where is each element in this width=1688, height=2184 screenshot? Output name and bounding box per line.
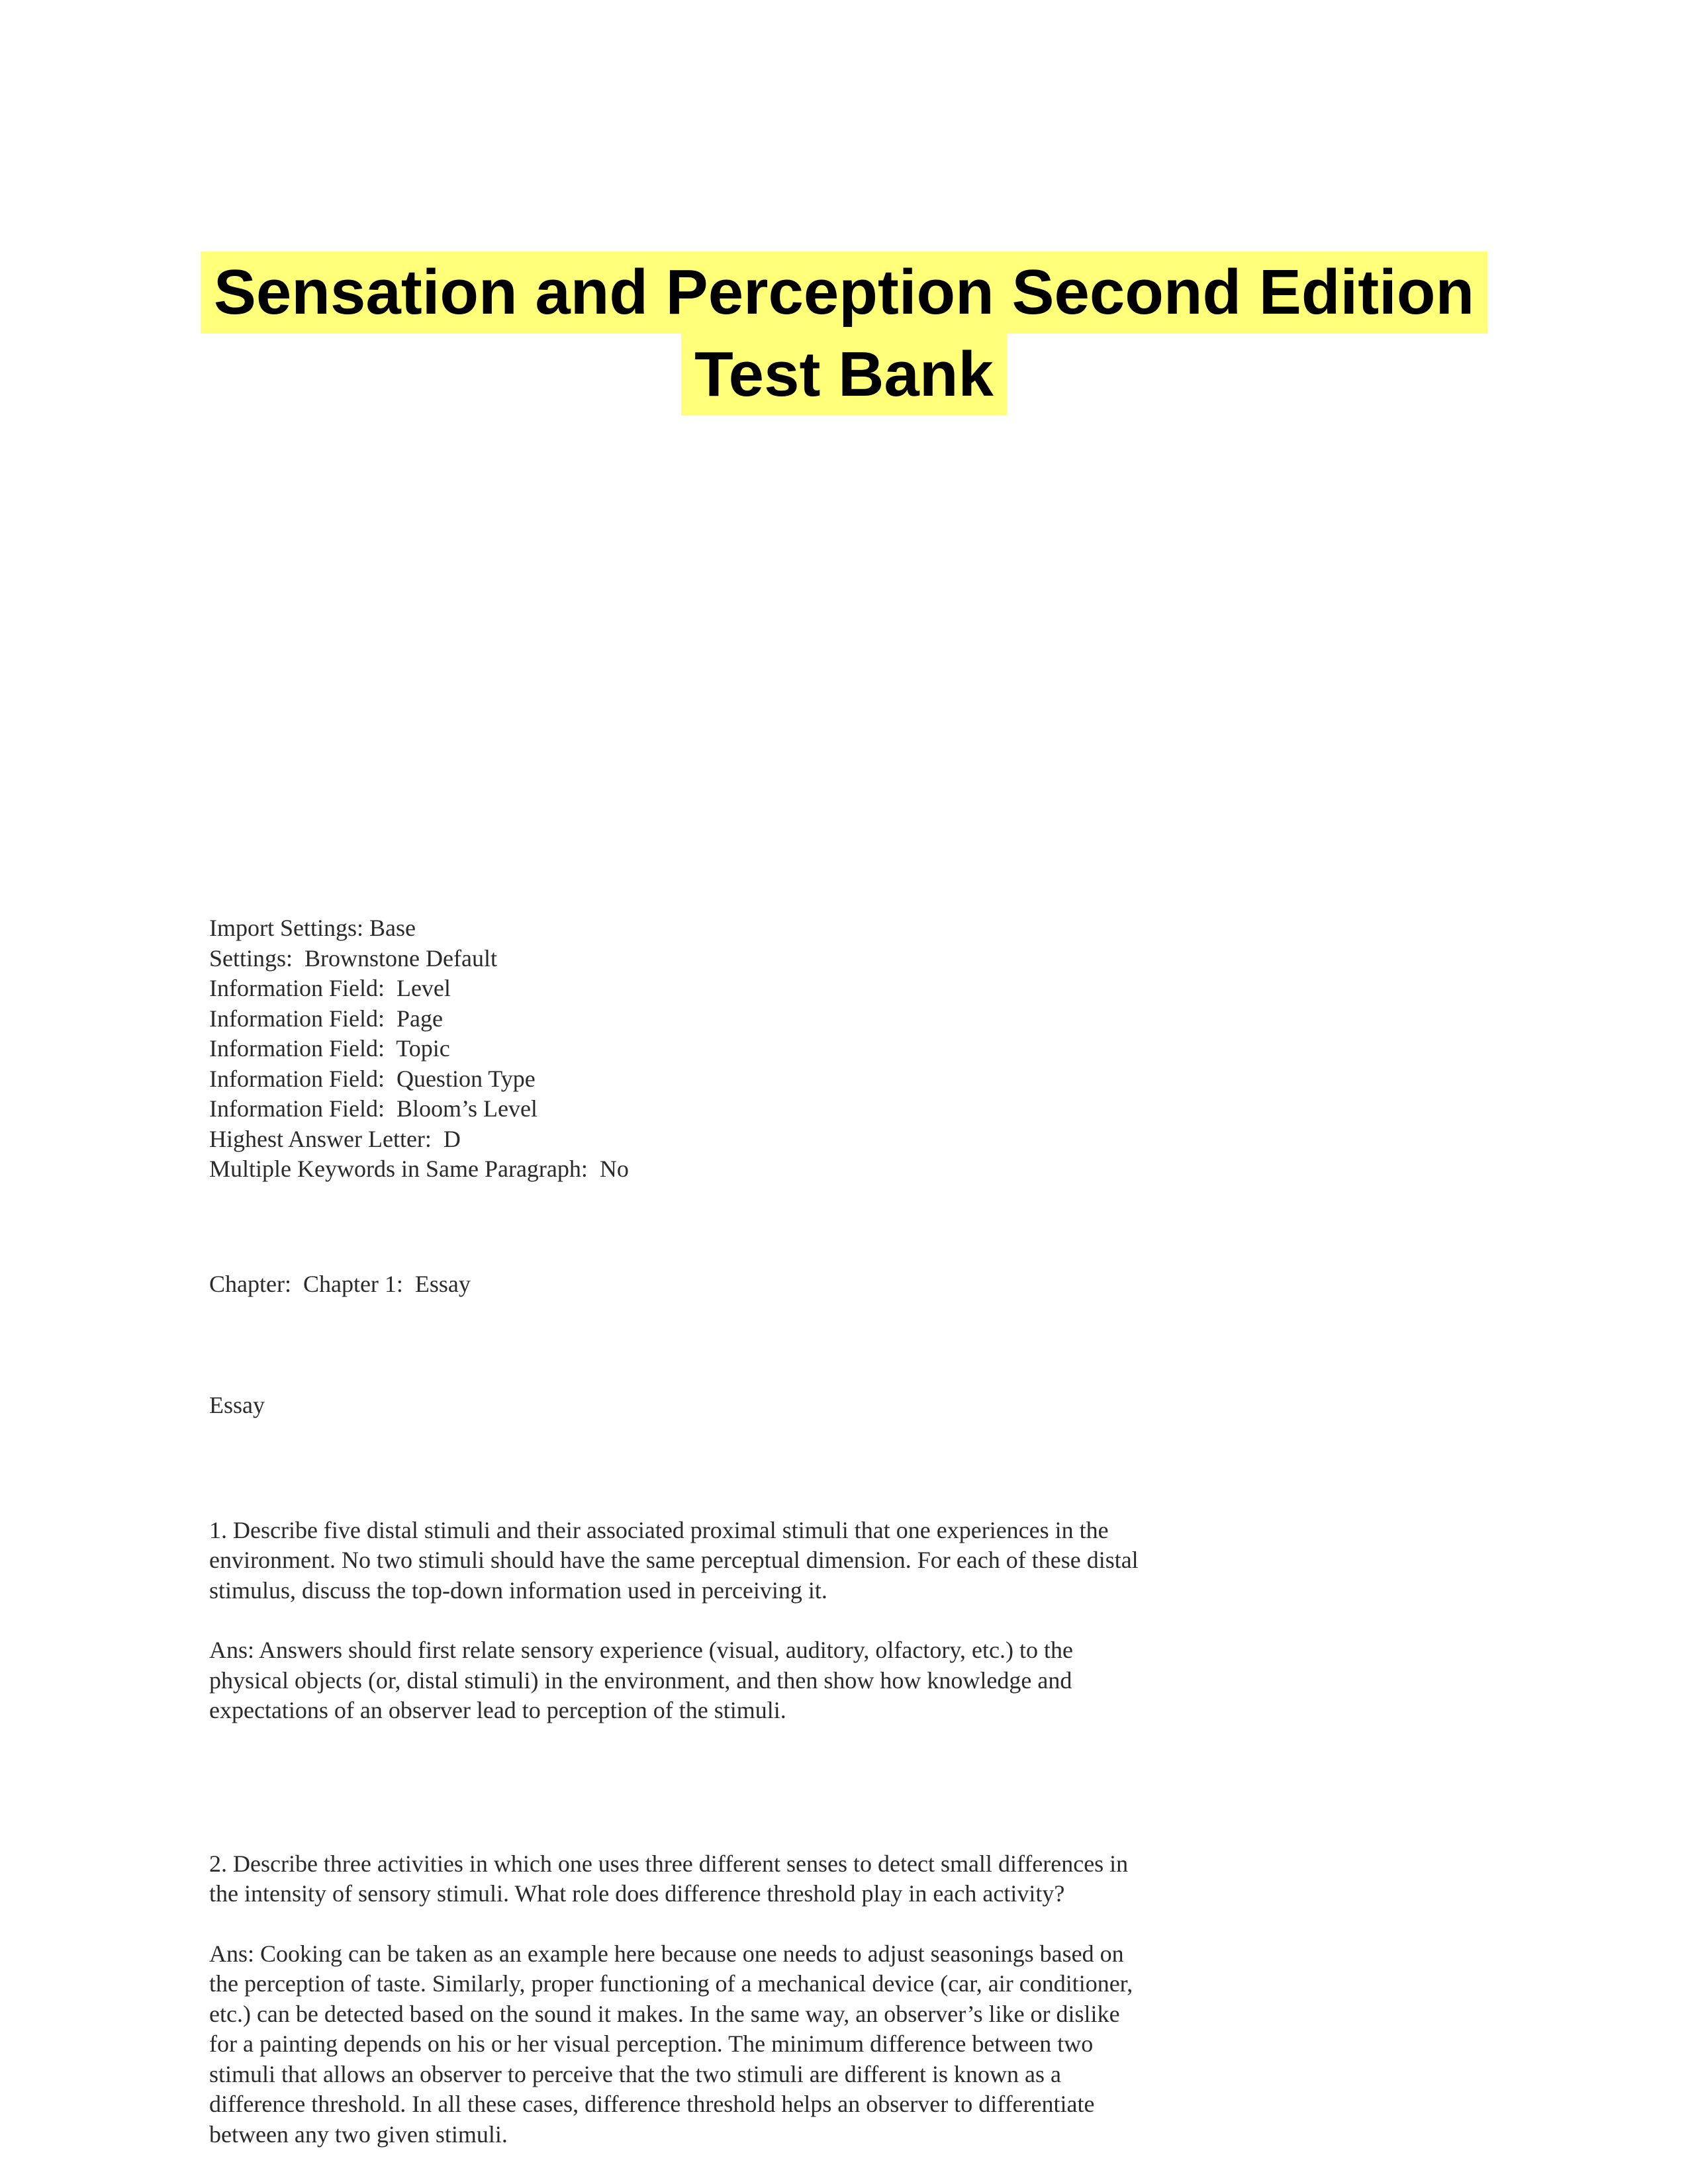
settings-line: Information Field: Page xyxy=(209,1005,443,1032)
import-settings xyxy=(209,913,1268,1185)
answer-text: Ans: Answers should first relate sensory experience (visual, auditory, olfactory, etc.) to the physical objects (or, distal stimuli) in the environment, and then show how knowledge and expectations of an observer lead to perception of the stimuli. xyxy=(209,1637,1073,1723)
title-row-2 xyxy=(0,334,1688,416)
question-text: 1. Describe five distal stimuli and their associated proximal stimuli that one experiences in the environment. No two stimuli should have the same perceptual dimension. For each of these distal stimulus, discuss the top-down information used in perceiving it. xyxy=(209,1516,1139,1604)
chapter-heading: Chapter: Chapter 1: Essay xyxy=(209,1270,471,1297)
question-item xyxy=(209,1516,1268,1726)
settings-line: Multiple Keywords in Same Paragraph: No xyxy=(209,1156,629,1182)
document-body xyxy=(209,913,1268,2150)
settings-line: Information Field: Topic xyxy=(209,1035,450,1062)
title-line-1: Sensation and Perception Second Edition xyxy=(201,251,1487,334)
settings-line: Information Field: Question Type xyxy=(209,1065,536,1092)
document-title xyxy=(0,251,1688,416)
question-text: 2. Describe three activities in which one uses three different senses to detect small differences in the intensity of sensory stimuli. What role does difference threshold play in each activity? xyxy=(209,1850,1129,1907)
settings-line: Highest Answer Letter: D xyxy=(209,1125,461,1152)
question-item xyxy=(209,1849,1268,2150)
settings-line: Import Settings: Base xyxy=(209,915,416,941)
title-line-2: Test Bank xyxy=(681,334,1007,416)
answer-text: Ans: Cooking can be taken as an example here because one needs to adjust seasonings based on the perception of taste. Similarly, proper functioning of a mechanical device (car, air conditioner, etc.) can be detected based on the sound it makes. In the same way, an observer’s like or dislike for a painting depends on his or her visual perception. The minimum difference between two stimuli that allows an observer to perceive that the two stimuli are different is known as a difference threshold. In all these cases, difference threshold helps an observer to differentiate between any two given stimuli. xyxy=(209,1940,1133,2148)
settings-line: Settings: Brownstone Default xyxy=(209,944,497,972)
settings-line: Information Field: Bloom’s Level xyxy=(209,1095,538,1122)
title-row-1 xyxy=(0,251,1688,334)
section-heading: Essay xyxy=(209,1391,265,1418)
settings-line: Information Field: Level xyxy=(209,975,451,1001)
